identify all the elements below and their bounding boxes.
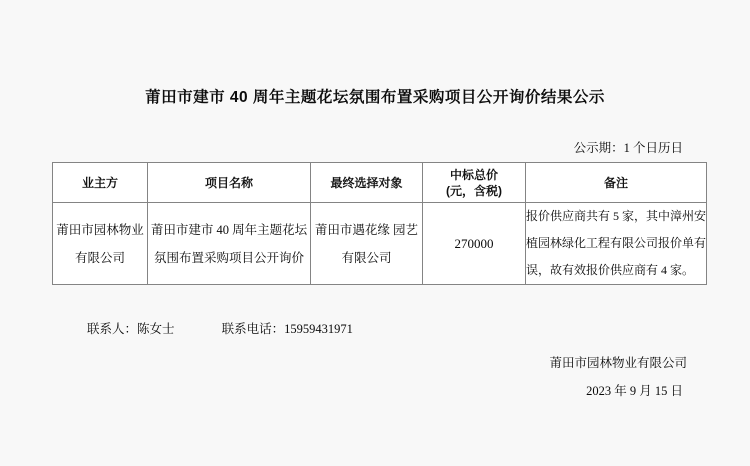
col-header-bid-total-price	[423, 163, 526, 203]
col-header-final-selection: 最终选择对象	[311, 163, 423, 203]
cell-bid-total-price: 270000	[423, 203, 526, 285]
table-row	[53, 203, 707, 285]
cell-remark: 报价供应商共有 5 家，其中漳州安植园林绿化工程有限公司报价单有误，故有效报价供应商有 4 家。	[526, 203, 707, 285]
signature-company: 莆田市园林物业有限公司	[549, 356, 687, 370]
contact-person	[87, 322, 175, 336]
cell-project-name: 莆田市建市 40 周年主题花坛 氛围布置采购项目公开询价	[148, 203, 311, 285]
publicity-period: 公示期：1 个日历日	[573, 141, 683, 155]
cell-final-selection: 莆田市遇花缘 园艺有限公司	[311, 203, 423, 285]
table-header-row	[53, 163, 707, 203]
bid-price-header-line1: 中标总价	[449, 167, 498, 182]
bid-price-header-line2: (元，含税)	[446, 183, 502, 198]
cell-owner: 莆田市园林物业 有限公司	[53, 203, 148, 285]
result-table	[52, 162, 707, 285]
signature-date: 2023 年 9 月 15 日	[586, 384, 683, 398]
col-header-project-name: 项目名称	[148, 163, 311, 203]
contact-person-label: 联系人：	[87, 322, 138, 336]
contact-phone-label: 联系电话：	[221, 322, 285, 336]
col-header-remark: 备注	[526, 163, 707, 203]
contact-phone-value: 15959431971	[284, 322, 353, 336]
contact-person-value: 陈女士	[137, 322, 175, 336]
contact-line	[87, 321, 750, 338]
contact-phone	[222, 322, 353, 336]
page-title: 莆田市建市 40 周年主题花坛氛围布置采购项目公开询价结果公示	[145, 89, 605, 106]
col-header-owner: 业主方	[53, 163, 148, 203]
